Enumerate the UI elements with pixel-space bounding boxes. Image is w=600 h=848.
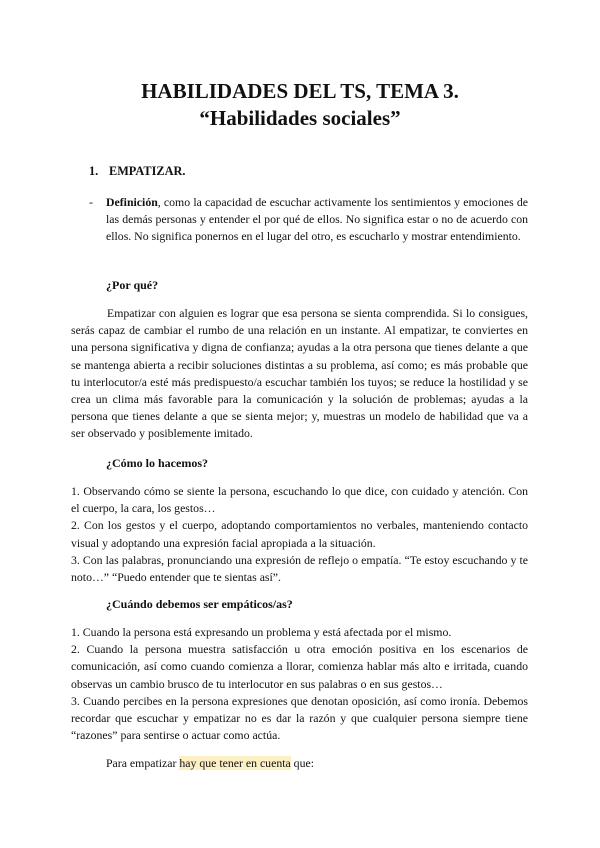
closing-after: que:: [290, 756, 314, 770]
highlighted-text: hay que tener en cuenta: [179, 756, 291, 770]
definition-text: , como la capacidad de escuchar activamente los sentimientos y emociones de las demás personas y entender el por qué de ellos. No significa estar o no de acuerdo con ellos. No significa ponernos en el lugar del otro, es escucharlo y mostrar entendimiento.: [106, 195, 528, 244]
list-item: 2. Con los gestos y el cuerpo, adoptando comportamientos no verbales, manteniendo contacto visual y adoptando una expresión facial apropiada a la situación.: [71, 518, 528, 550]
document-subtitle: “Habilidades sociales”: [199, 106, 401, 130]
list-item: 3. Cuando percibes en la persona expresiones que denotan oposición, así como ironía. Debemos recordar que escuchar y empatizar no es dar la razón y que cualquier persona siempre tiene “razones” para sentirse o actuar como actúa.: [71, 693, 528, 743]
why-paragraph: Empatizar con alguien es lograr que esa persona se sienta comprendida. Si lo consigues, serás capaz de cambiar el rumbo de una relación en un instante. Al empatizar, te conviertes en una persona significativa y digna de confianza; ayudas a la otra persona que tienes delante a que se mantenga abierta a recibir soluciones distintas a su problema, así como; es más probable que tu interlocutor/a esté más predispuesto/a escuchar también los tuyos; se reduce la hostilidad y se crea un clima más favorable para la comunicación y la solución de problemas; ayudas a la persona que tienes delante a que se sienta mejor; y, muestras un modelo de habilidad que va a ser observado y posiblemente imitado.: [71, 306, 528, 441]
why-heading: ¿Por qué?: [106, 278, 159, 292]
section-heading: [89, 163, 185, 179]
how-heading: ¿Cómo lo hacemos?: [106, 456, 208, 470]
section-title: EMPATIZAR.: [109, 164, 186, 178]
list-item: 3. Con las palabras, pronunciando una expresión de reflejo o empatía. “Te estoy escuchando y te noto…” “Puedo entender que te sientas así”.: [71, 552, 528, 585]
closing-line: [106, 755, 314, 772]
bullet-dash: -: [89, 195, 93, 209]
list-item: 1. Observando cómo se siente la persona, escuchando lo que dice, con cuidado y atención. Con el cuerpo, la cara, los gestos…: [71, 484, 528, 516]
definition-paragraph: [106, 194, 528, 246]
list-item: 1. Cuando la persona está expresando un problema y está afectada por el mismo.: [71, 625, 452, 639]
document-title: HABILIDADES DEL TS, TEMA 3.: [141, 79, 459, 103]
closing-before: Para empatizar: [106, 756, 180, 770]
list-item: 2. Cuando la persona muestra satisfacción u otra emoción positiva en los escenarios de comunicación, así como cuando comienza a llorar, comienza hablar más alto e irritada, cuando observas un cambio brusco de tu interlocutor en sus palabras o en sus gestos…: [71, 642, 528, 691]
how-list: [71, 483, 528, 586]
when-list: [71, 624, 528, 744]
when-heading: ¿Cuándo debemos ser empáticos/as?: [106, 597, 293, 611]
definition-label: Definición: [106, 195, 158, 209]
section-number: 1.: [89, 164, 99, 178]
